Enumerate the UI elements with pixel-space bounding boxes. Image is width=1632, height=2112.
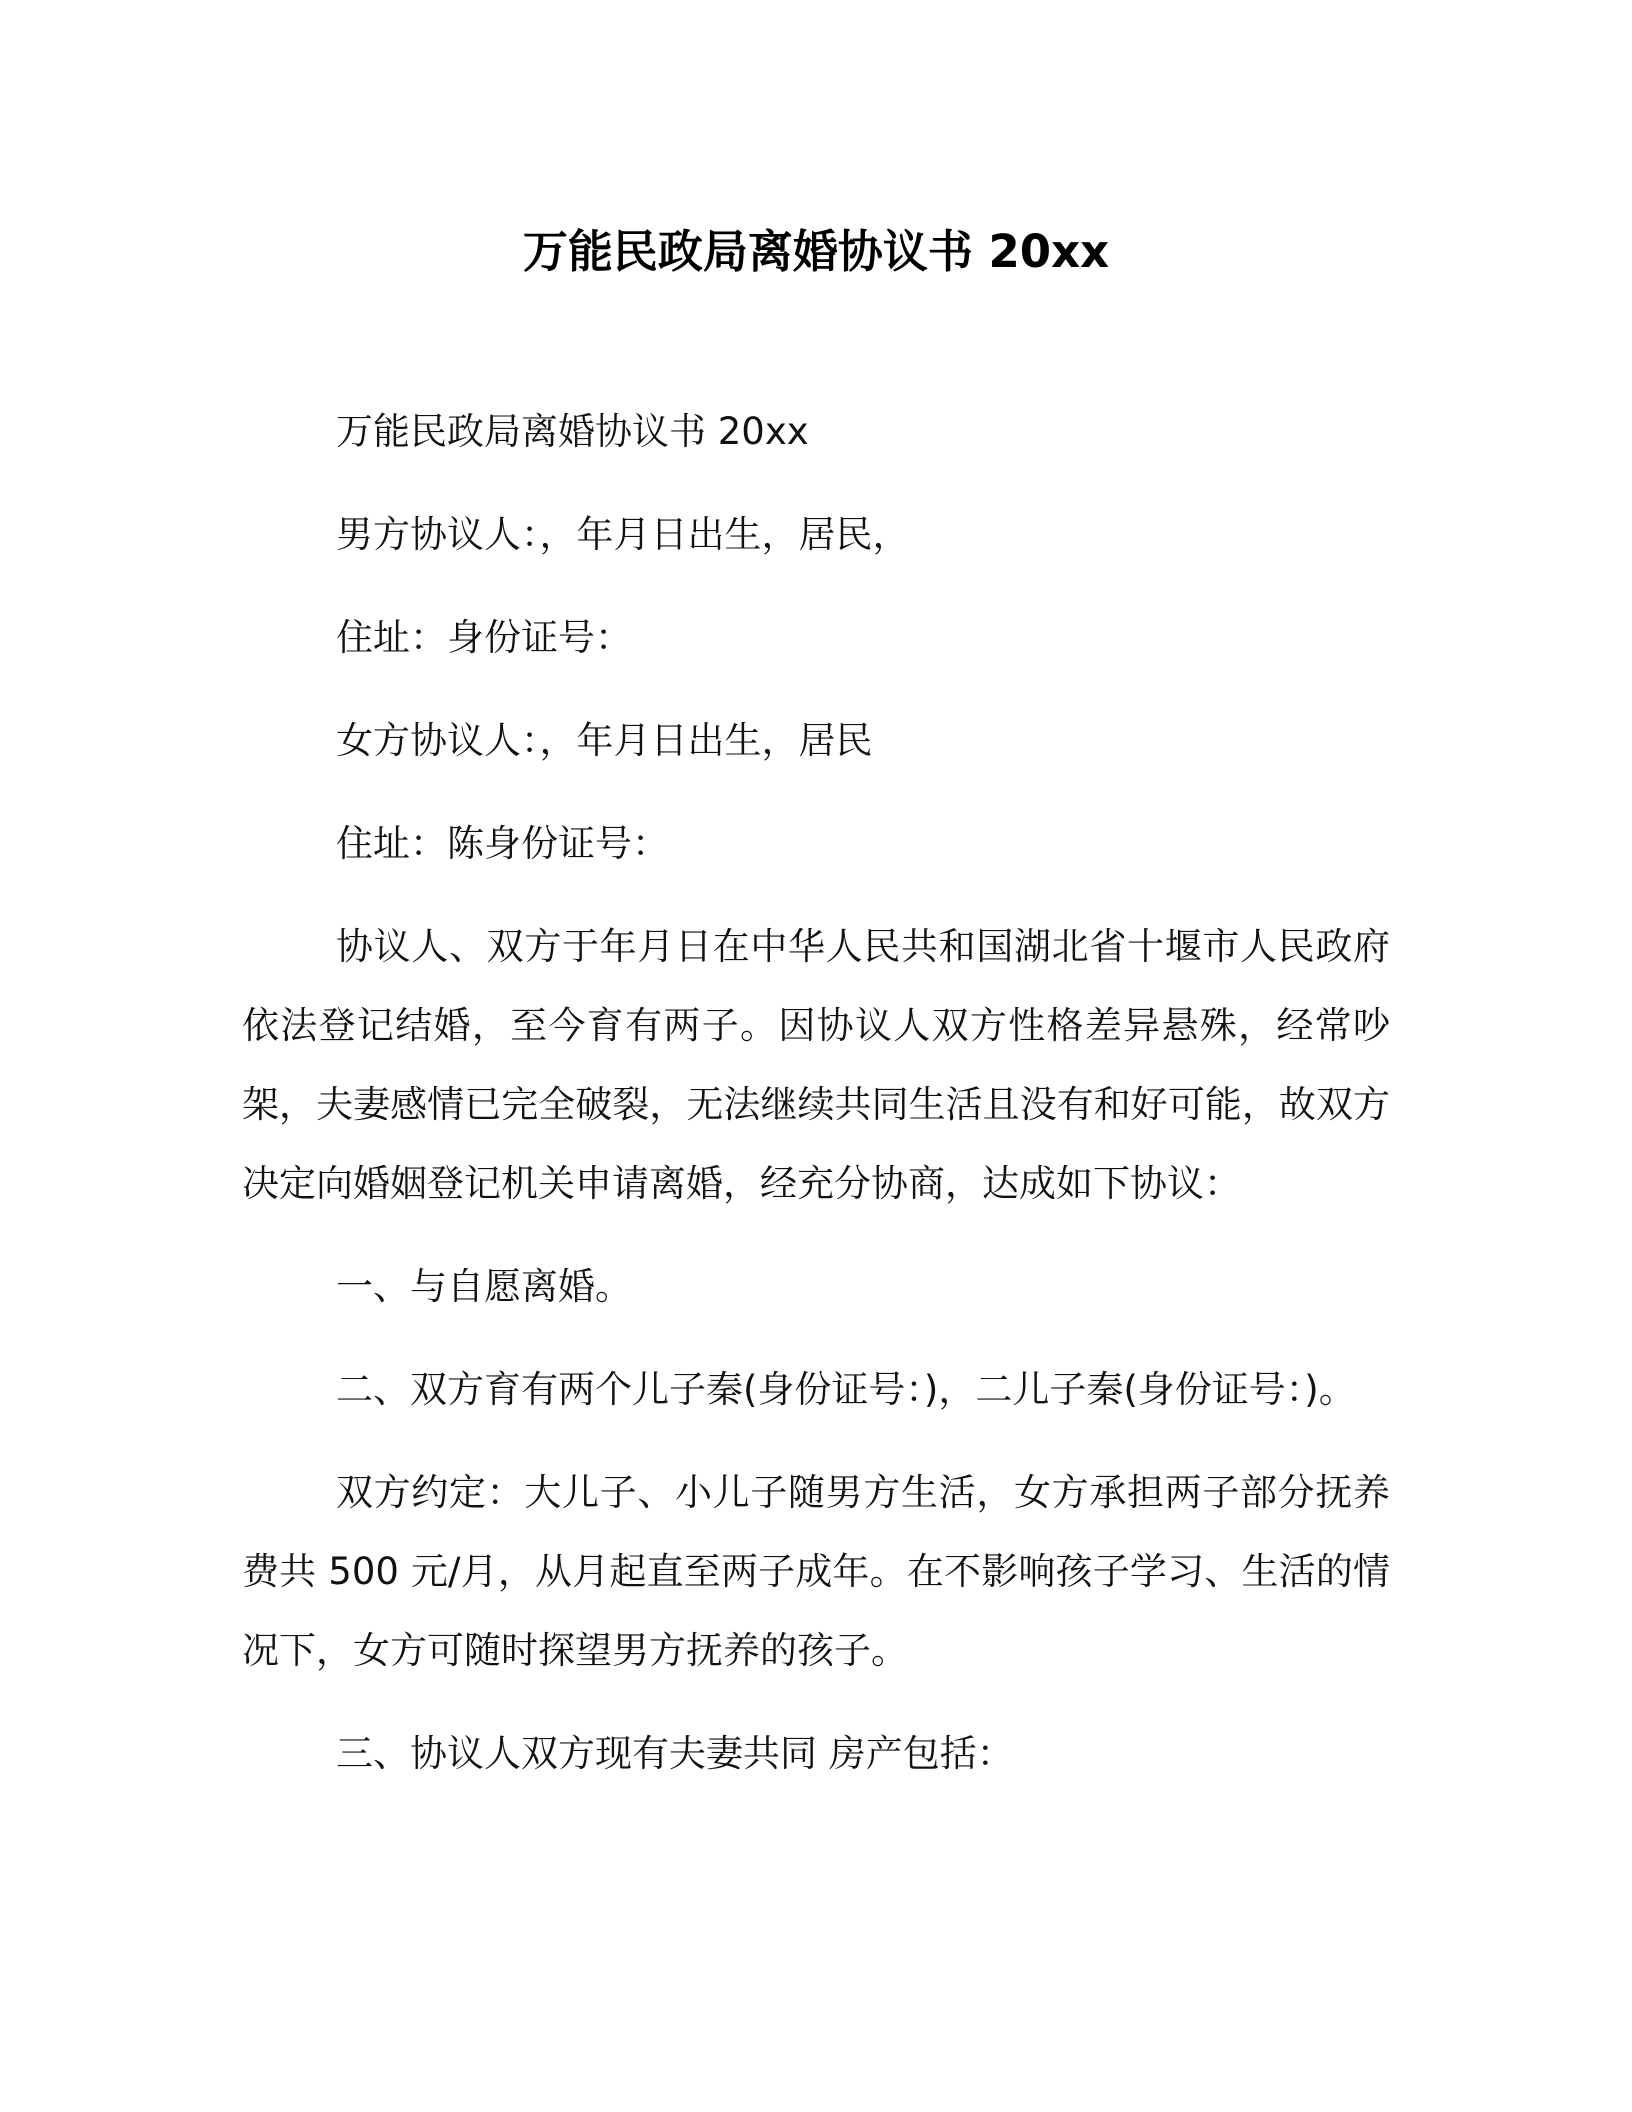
paragraph-clause-two: 二、双方育有两个儿子秦(身份证号：)，二儿子秦(身份证号：)。 — [336, 1368, 1356, 1411]
paragraph-female-address: 住址：陈身份证号： — [336, 822, 669, 865]
paragraph-marriage-background: 协议人、双方于年月日在中华人民共和国湖北省十堰市人民政府依法登记结婚，至今育有两子。因协议人双方性格差异悬殊，经常吵架，夫妻感情已完全破裂，无法继续共同生活且没有和好可能，故双方决定向婚姻登记机关申请离婚，经充分协商，达成如下协议： — [242, 925, 1390, 1205]
document-body — [242, 392, 1390, 1817]
paragraph-male-party: 男方协议人：，年月日出生，居民， — [336, 513, 910, 556]
paragraph-custody-agreement: 双方约定：大儿子、小儿子随男方生活，女方承担两子部分抚养费共 500 元/月，从月起直至两子成年。在不影响孩子学习、生活的情况下，女方可随时探望男方抚养的孩子。 — [242, 1471, 1390, 1672]
paragraph-male-address: 住址：身份证号： — [336, 616, 632, 659]
document-title: 万能民政局离婚协议书 20xx — [522, 225, 1110, 278]
paragraph-clause-one: 一、与自愿离婚。 — [336, 1265, 632, 1308]
paragraph-clause-three: 三、协议人双方现有夫妻共同 房产包括： — [336, 1732, 1014, 1775]
paragraph-heading-repeat: 万能民政局离婚协议书 20xx — [336, 410, 809, 453]
paragraph-female-party: 女方协议人：，年月日出生，居民 — [336, 719, 873, 762]
